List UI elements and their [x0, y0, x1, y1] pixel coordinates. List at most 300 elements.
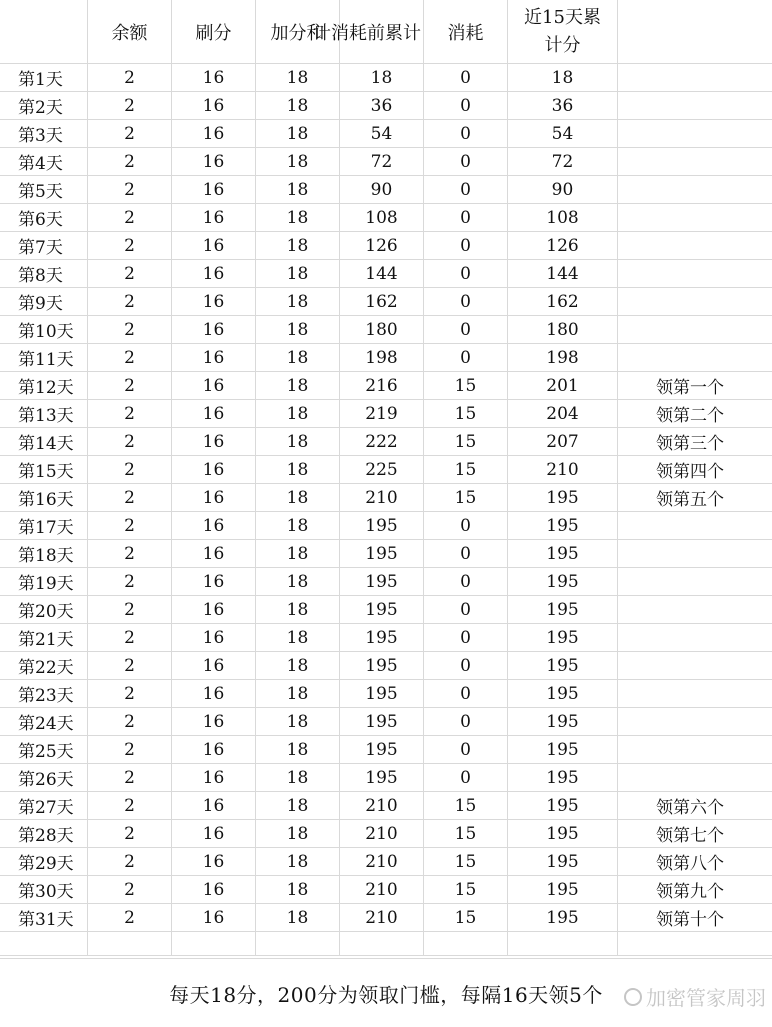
- table-cell-note[interactable]: [618, 64, 772, 92]
- table-cell-15day-total[interactable]: 18: [508, 64, 618, 92]
- table-cell-sum[interactable]: 18: [256, 820, 340, 848]
- table-cell-15day-total[interactable]: 195: [508, 568, 618, 596]
- table-body: [0, 64, 772, 932]
- table-cell[interactable]: [618, 932, 772, 956]
- table-cell-sum[interactable]: 18: [256, 400, 340, 428]
- header-cell-balance[interactable]: 余额: [88, 0, 172, 64]
- header-cell-pre-consume-text: 计消耗前累计: [313, 22, 421, 44]
- table-cell-balance[interactable]: 2: [88, 624, 172, 652]
- table-cell-note[interactable]: [618, 120, 772, 148]
- table-cell-consume[interactable]: 0: [424, 288, 508, 316]
- table-cell-note[interactable]: [618, 652, 772, 680]
- table-cell-15day-total[interactable]: 195: [508, 876, 618, 904]
- table-cell-brush[interactable]: 16: [172, 344, 256, 372]
- table-row: [0, 428, 772, 456]
- table-cell-brush[interactable]: 16: [172, 428, 256, 456]
- table-cell-day[interactable]: 第23天: [0, 680, 88, 708]
- table-cell-day[interactable]: 第27天: [0, 792, 88, 820]
- table-cell-note[interactable]: [618, 736, 772, 764]
- table-cell-note[interactable]: 领第八个: [618, 848, 772, 876]
- table-cell-consume[interactable]: 0: [424, 764, 508, 792]
- table-row: [0, 120, 772, 148]
- table-row: [0, 708, 772, 736]
- table-row: [0, 820, 772, 848]
- table-cell-pre-consume-total[interactable]: 222: [340, 428, 424, 456]
- table-cell-pre-consume-total[interactable]: 195: [340, 540, 424, 568]
- table-cell-brush[interactable]: 16: [172, 372, 256, 400]
- table-cell-consume[interactable]: 0: [424, 512, 508, 540]
- table-cell-day[interactable]: 第19天: [0, 568, 88, 596]
- table-cell-balance[interactable]: 2: [88, 736, 172, 764]
- table-cell-sum[interactable]: 18: [256, 64, 340, 92]
- table-cell-pre-consume-total[interactable]: 18: [340, 64, 424, 92]
- table-cell-consume[interactable]: 0: [424, 652, 508, 680]
- header-cell-day[interactable]: [0, 0, 88, 64]
- table-cell-balance[interactable]: 2: [88, 344, 172, 372]
- table-cell-sum[interactable]: 18: [256, 316, 340, 344]
- table-cell-sum[interactable]: 18: [256, 764, 340, 792]
- table-cell-brush[interactable]: 16: [172, 708, 256, 736]
- table-row: [0, 624, 772, 652]
- table-cell-brush[interactable]: 16: [172, 288, 256, 316]
- table-cell-pre-consume-total[interactable]: 195: [340, 680, 424, 708]
- table-row: [0, 512, 772, 540]
- table-cell-balance[interactable]: 2: [88, 428, 172, 456]
- table-cell-consume[interactable]: 15: [424, 904, 508, 932]
- table-cell-note[interactable]: 领第三个: [618, 428, 772, 456]
- table-cell-sum[interactable]: 18: [256, 876, 340, 904]
- table-cell-balance[interactable]: 2: [88, 372, 172, 400]
- table-cell-sum[interactable]: 18: [256, 680, 340, 708]
- table-cell-balance[interactable]: 2: [88, 512, 172, 540]
- table-cell-sum[interactable]: 18: [256, 568, 340, 596]
- table-cell-sum[interactable]: 18: [256, 260, 340, 288]
- table-cell-pre-consume-total[interactable]: 195: [340, 736, 424, 764]
- table-cell-pre-consume-total[interactable]: 162: [340, 288, 424, 316]
- table-cell-pre-consume-total[interactable]: 195: [340, 568, 424, 596]
- table-cell-pre-consume-total[interactable]: 195: [340, 512, 424, 540]
- table-cell-sum[interactable]: 18: [256, 176, 340, 204]
- table-cell-sum[interactable]: 18: [256, 736, 340, 764]
- table-cell-consume[interactable]: 15: [424, 876, 508, 904]
- table-cell-balance[interactable]: 2: [88, 176, 172, 204]
- table-cell-pre-consume-total[interactable]: 72: [340, 148, 424, 176]
- table-cell-15day-total[interactable]: 195: [508, 848, 618, 876]
- table-cell-15day-total[interactable]: 195: [508, 540, 618, 568]
- table-row: [0, 736, 772, 764]
- table-cell-balance[interactable]: 2: [88, 680, 172, 708]
- table-cell-note[interactable]: [618, 260, 772, 288]
- table-cell-15day-total[interactable]: 195: [508, 596, 618, 624]
- watermark: [624, 982, 766, 1011]
- table-cell-sum[interactable]: 18: [256, 148, 340, 176]
- table-cell-sum[interactable]: 18: [256, 372, 340, 400]
- table-cell-brush[interactable]: 16: [172, 316, 256, 344]
- table-cell-consume[interactable]: 0: [424, 204, 508, 232]
- table-cell-day[interactable]: 第13天: [0, 400, 88, 428]
- table-cell-brush[interactable]: 16: [172, 736, 256, 764]
- table-cell-note[interactable]: [618, 764, 772, 792]
- table-cell-consume[interactable]: 0: [424, 596, 508, 624]
- table-cell-consume[interactable]: 15: [424, 456, 508, 484]
- table-row: [0, 372, 772, 400]
- table-cell-15day-total[interactable]: 108: [508, 204, 618, 232]
- table-cell-note[interactable]: [618, 176, 772, 204]
- table-cell-15day-total[interactable]: 195: [508, 736, 618, 764]
- table-cell-day[interactable]: 第26天: [0, 764, 88, 792]
- table-cell-15day-total[interactable]: 126: [508, 232, 618, 260]
- table-cell-brush[interactable]: 16: [172, 176, 256, 204]
- table-cell-brush[interactable]: 16: [172, 92, 256, 120]
- table-cell-15day-total[interactable]: 72: [508, 148, 618, 176]
- table-cell-sum[interactable]: 18: [256, 596, 340, 624]
- table-cell-15day-total[interactable]: 195: [508, 652, 618, 680]
- table-cell-consume[interactable]: 0: [424, 624, 508, 652]
- table-cell-pre-consume-total[interactable]: 198: [340, 344, 424, 372]
- table-cell-15day-total[interactable]: 207: [508, 428, 618, 456]
- table-cell-brush[interactable]: 16: [172, 512, 256, 540]
- table-cell-sum[interactable]: 18: [256, 792, 340, 820]
- table-cell-consume[interactable]: 15: [424, 484, 508, 512]
- table-cell-sum[interactable]: 18: [256, 344, 340, 372]
- table-cell-15day-total[interactable]: 204: [508, 400, 618, 428]
- table-cell-consume[interactable]: 0: [424, 736, 508, 764]
- table-cell-day[interactable]: 第21天: [0, 624, 88, 652]
- table-cell-consume[interactable]: 0: [424, 344, 508, 372]
- table-row: [0, 848, 772, 876]
- table-cell-balance[interactable]: 2: [88, 316, 172, 344]
- table-cell-pre-consume-total[interactable]: 195: [340, 596, 424, 624]
- table-cell-brush[interactable]: 16: [172, 232, 256, 260]
- table-cell-sum[interactable]: 18: [256, 540, 340, 568]
- table-cell-15day-total[interactable]: 54: [508, 120, 618, 148]
- table-cell-brush[interactable]: 16: [172, 820, 256, 848]
- table-cell-brush[interactable]: 16: [172, 568, 256, 596]
- table-cell-day[interactable]: 第17天: [0, 512, 88, 540]
- table-cell-sum[interactable]: 18: [256, 428, 340, 456]
- table-cell-consume[interactable]: 15: [424, 792, 508, 820]
- table-cell-note[interactable]: [618, 204, 772, 232]
- table-cell-15day-total[interactable]: 198: [508, 344, 618, 372]
- table-cell-balance[interactable]: 2: [88, 540, 172, 568]
- table-cell-brush[interactable]: 16: [172, 652, 256, 680]
- table-cell-day[interactable]: 第8天: [0, 260, 88, 288]
- table-cell-note[interactable]: [618, 232, 772, 260]
- table-cell-balance[interactable]: 2: [88, 484, 172, 512]
- table-cell-brush[interactable]: 16: [172, 792, 256, 820]
- table-cell-consume[interactable]: 0: [424, 316, 508, 344]
- table-cell-15day-total[interactable]: 36: [508, 92, 618, 120]
- table-cell-15day-total[interactable]: 195: [508, 624, 618, 652]
- table-cell-note[interactable]: 领第九个: [618, 876, 772, 904]
- table-cell-brush[interactable]: 16: [172, 540, 256, 568]
- table-cell-pre-consume-total[interactable]: 180: [340, 316, 424, 344]
- table-cell-brush[interactable]: 16: [172, 876, 256, 904]
- table-cell-note[interactable]: 领第七个: [618, 820, 772, 848]
- table-cell-day[interactable]: 第15天: [0, 456, 88, 484]
- table-cell-pre-consume-total[interactable]: 210: [340, 792, 424, 820]
- table-cell-brush[interactable]: 16: [172, 148, 256, 176]
- table-cell-balance[interactable]: 2: [88, 204, 172, 232]
- table-cell-sum[interactable]: 18: [256, 652, 340, 680]
- table-cell-sum[interactable]: 18: [256, 624, 340, 652]
- table-cell-sum[interactable]: 18: [256, 848, 340, 876]
- blank-row: [0, 932, 772, 956]
- table-cell[interactable]: [256, 932, 340, 956]
- table-cell-day[interactable]: 第1天: [0, 64, 88, 92]
- table-cell-pre-consume-total[interactable]: 126: [340, 232, 424, 260]
- table-cell-day[interactable]: 第4天: [0, 148, 88, 176]
- table-cell-note[interactable]: [618, 568, 772, 596]
- table-cell-balance[interactable]: 2: [88, 260, 172, 288]
- table-cell-15day-total[interactable]: 195: [508, 904, 618, 932]
- table-cell-balance[interactable]: 2: [88, 876, 172, 904]
- table-cell-balance[interactable]: 2: [88, 848, 172, 876]
- table-cell-consume[interactable]: 0: [424, 148, 508, 176]
- table-cell-sum[interactable]: 18: [256, 904, 340, 932]
- header-cell-consume[interactable]: 消耗: [424, 0, 508, 64]
- table-cell-brush[interactable]: 16: [172, 64, 256, 92]
- table-cell-note[interactable]: [618, 344, 772, 372]
- table-row: [0, 680, 772, 708]
- table-cell-balance[interactable]: 2: [88, 288, 172, 316]
- table-cell-brush[interactable]: 16: [172, 680, 256, 708]
- table-cell-consume[interactable]: 0: [424, 680, 508, 708]
- table-row: [0, 596, 772, 624]
- table-cell-day[interactable]: 第28天: [0, 820, 88, 848]
- table-row: [0, 540, 772, 568]
- table-row: [0, 400, 772, 428]
- table-cell-consume[interactable]: 0: [424, 232, 508, 260]
- table-row: [0, 92, 772, 120]
- table-cell-note[interactable]: [618, 148, 772, 176]
- table-cell-sum[interactable]: 18: [256, 288, 340, 316]
- table-cell-pre-consume-total[interactable]: 210: [340, 904, 424, 932]
- table-cell-pre-consume-total[interactable]: 195: [340, 652, 424, 680]
- table-cell[interactable]: [0, 932, 88, 956]
- table-cell-pre-consume-total[interactable]: 195: [340, 708, 424, 736]
- table-cell-note[interactable]: [618, 92, 772, 120]
- table-cell-day[interactable]: 第20天: [0, 596, 88, 624]
- header-cell-pre-consume-total[interactable]: [313, 0, 424, 64]
- table-cell-pre-consume-total[interactable]: 225: [340, 456, 424, 484]
- table-cell-brush[interactable]: 16: [172, 484, 256, 512]
- table-cell-15day-total[interactable]: 195: [508, 708, 618, 736]
- table-cell-brush[interactable]: 16: [172, 764, 256, 792]
- table-cell-consume[interactable]: 15: [424, 400, 508, 428]
- table-cell-day[interactable]: 第25天: [0, 736, 88, 764]
- table-cell-pre-consume-total[interactable]: 90: [340, 176, 424, 204]
- table-cell-15day-total[interactable]: 195: [508, 680, 618, 708]
- table-row: [0, 176, 772, 204]
- table-cell-note[interactable]: 领第四个: [618, 456, 772, 484]
- table-cell-consume[interactable]: 15: [424, 820, 508, 848]
- table-cell-consume[interactable]: 0: [424, 568, 508, 596]
- table-cell-consume[interactable]: 15: [424, 428, 508, 456]
- table-cell-brush[interactable]: 16: [172, 400, 256, 428]
- header-cell-15day-total[interactable]: 近15天累计分: [508, 0, 618, 64]
- table-cell-brush[interactable]: 16: [172, 260, 256, 288]
- table-cell-brush[interactable]: 16: [172, 456, 256, 484]
- table-cell-consume[interactable]: 0: [424, 64, 508, 92]
- table-cell-pre-consume-total[interactable]: 216: [340, 372, 424, 400]
- header-cell-note[interactable]: [618, 0, 772, 64]
- table-cell-15day-total[interactable]: 210: [508, 456, 618, 484]
- table-cell-day[interactable]: 第3天: [0, 120, 88, 148]
- table-row: [0, 792, 772, 820]
- table-cell-note[interactable]: 领第二个: [618, 400, 772, 428]
- table-row: [0, 148, 772, 176]
- table-cell-sum[interactable]: 18: [256, 92, 340, 120]
- table-cell-day[interactable]: 第14天: [0, 428, 88, 456]
- table-cell-note[interactable]: [618, 316, 772, 344]
- table-cell-brush[interactable]: 16: [172, 120, 256, 148]
- table-cell-balance[interactable]: 2: [88, 596, 172, 624]
- table-cell-balance[interactable]: 2: [88, 92, 172, 120]
- table-cell[interactable]: [340, 932, 424, 956]
- table-cell-balance[interactable]: 2: [88, 820, 172, 848]
- table-cell-consume[interactable]: 15: [424, 372, 508, 400]
- table-cell-brush[interactable]: 16: [172, 596, 256, 624]
- table-row: [0, 260, 772, 288]
- table-cell-balance[interactable]: 2: [88, 456, 172, 484]
- table-cell-balance[interactable]: 2: [88, 148, 172, 176]
- table-cell-balance[interactable]: 2: [88, 568, 172, 596]
- table-cell-consume[interactable]: 0: [424, 92, 508, 120]
- table-cell-balance[interactable]: 2: [88, 652, 172, 680]
- table-cell-balance[interactable]: 2: [88, 64, 172, 92]
- table-cell-brush[interactable]: 16: [172, 904, 256, 932]
- table-cell-day[interactable]: 第6天: [0, 204, 88, 232]
- table-cell-sum[interactable]: 18: [256, 232, 340, 260]
- table-cell-note[interactable]: 领第五个: [618, 484, 772, 512]
- table-cell-note[interactable]: 领第一个: [618, 372, 772, 400]
- table-row: [0, 876, 772, 904]
- table-cell[interactable]: [172, 932, 256, 956]
- table-cell-consume[interactable]: 0: [424, 176, 508, 204]
- table-cell-consume[interactable]: 0: [424, 540, 508, 568]
- table-row: [0, 204, 772, 232]
- table-cell-15day-total[interactable]: 144: [508, 260, 618, 288]
- table-cell-day[interactable]: 第2天: [0, 92, 88, 120]
- table-cell-balance[interactable]: 2: [88, 120, 172, 148]
- table-cell-pre-consume-total[interactable]: 36: [340, 92, 424, 120]
- table-row: [0, 456, 772, 484]
- table-cell-note[interactable]: [618, 288, 772, 316]
- table-cell-pre-consume-total[interactable]: 144: [340, 260, 424, 288]
- table-row: [0, 64, 772, 92]
- table-cell-sum[interactable]: 18: [256, 708, 340, 736]
- table-cell-day[interactable]: 第22天: [0, 652, 88, 680]
- table-cell-balance[interactable]: 2: [88, 400, 172, 428]
- table-cell-brush[interactable]: 16: [172, 848, 256, 876]
- table-cell-day[interactable]: 第18天: [0, 540, 88, 568]
- table-cell-15day-total[interactable]: 180: [508, 316, 618, 344]
- table-cell[interactable]: [88, 932, 172, 956]
- table-cell-consume[interactable]: 0: [424, 708, 508, 736]
- table-cell-15day-total[interactable]: 195: [508, 820, 618, 848]
- header-row: [0, 0, 772, 64]
- table-cell-15day-total[interactable]: 195: [508, 764, 618, 792]
- table-cell[interactable]: [508, 932, 618, 956]
- table-cell-sum[interactable]: 18: [256, 204, 340, 232]
- table-row: [0, 316, 772, 344]
- table-cell-day[interactable]: 第30天: [0, 876, 88, 904]
- table-cell-15day-total[interactable]: 195: [508, 484, 618, 512]
- table-cell-day[interactable]: 第10天: [0, 316, 88, 344]
- table-row: [0, 904, 772, 932]
- table-cell-pre-consume-total[interactable]: 210: [340, 848, 424, 876]
- table-cell-note[interactable]: [618, 540, 772, 568]
- table-cell-day[interactable]: 第11天: [0, 344, 88, 372]
- table-cell-note[interactable]: 领第六个: [618, 792, 772, 820]
- table-cell-pre-consume-total[interactable]: 210: [340, 876, 424, 904]
- footer-note[interactable]: 每天18分，200分为领取门槛，每隔16天领5个: [0, 958, 772, 1027]
- table-cell-note[interactable]: [618, 512, 772, 540]
- table-cell-brush[interactable]: 16: [172, 204, 256, 232]
- table-row: [0, 764, 772, 792]
- watermark-text: 加密管家周羽: [646, 986, 766, 1010]
- table-cell-consume[interactable]: 0: [424, 260, 508, 288]
- table-cell-pre-consume-total[interactable]: 195: [340, 624, 424, 652]
- table-cell-consume[interactable]: 0: [424, 120, 508, 148]
- table-row: [0, 484, 772, 512]
- table-cell-pre-consume-total[interactable]: 210: [340, 820, 424, 848]
- table-cell-15day-total[interactable]: 201: [508, 372, 618, 400]
- table-cell-pre-consume-total[interactable]: 108: [340, 204, 424, 232]
- table-cell-day[interactable]: 第9天: [0, 288, 88, 316]
- table-cell-balance[interactable]: 2: [88, 904, 172, 932]
- table-cell-sum[interactable]: 18: [256, 484, 340, 512]
- table-row: [0, 652, 772, 680]
- header-cell-sum[interactable]: 加分和: [256, 0, 340, 64]
- table-cell-day[interactable]: 第31天: [0, 904, 88, 932]
- table-cell-note[interactable]: [618, 680, 772, 708]
- table-cell-15day-total[interactable]: 162: [508, 288, 618, 316]
- table-row: [0, 288, 772, 316]
- table-cell-15day-total[interactable]: 195: [508, 792, 618, 820]
- table-cell-day[interactable]: 第24天: [0, 708, 88, 736]
- table-cell-sum[interactable]: 18: [256, 120, 340, 148]
- table-cell[interactable]: [424, 932, 508, 956]
- table-cell-day[interactable]: 第29天: [0, 848, 88, 876]
- table-cell-15day-total[interactable]: 90: [508, 176, 618, 204]
- table-cell-balance[interactable]: 2: [88, 232, 172, 260]
- table-cell-brush[interactable]: 16: [172, 624, 256, 652]
- table-cell-day[interactable]: 第16天: [0, 484, 88, 512]
- table-cell-day[interactable]: 第12天: [0, 372, 88, 400]
- table-cell-pre-consume-total[interactable]: 54: [340, 120, 424, 148]
- table-cell-note[interactable]: [618, 624, 772, 652]
- table-cell-pre-consume-total[interactable]: 210: [340, 484, 424, 512]
- table-cell-balance[interactable]: 2: [88, 792, 172, 820]
- table-cell-15day-total[interactable]: 195: [508, 512, 618, 540]
- table-cell-balance[interactable]: 2: [88, 708, 172, 736]
- table-cell-sum[interactable]: 18: [256, 512, 340, 540]
- table-cell-pre-consume-total[interactable]: 219: [340, 400, 424, 428]
- table-cell-balance[interactable]: 2: [88, 764, 172, 792]
- table-cell-pre-consume-total[interactable]: 195: [340, 764, 424, 792]
- header-cell-brush[interactable]: 刷分: [172, 0, 256, 64]
- table-row: [0, 232, 772, 260]
- table-cell-day[interactable]: 第7天: [0, 232, 88, 260]
- table-cell-consume[interactable]: 15: [424, 848, 508, 876]
- table-cell-note[interactable]: 领第十个: [618, 904, 772, 932]
- table-cell-day[interactable]: 第5天: [0, 176, 88, 204]
- table-cell-note[interactable]: [618, 596, 772, 624]
- table-cell-note[interactable]: [618, 708, 772, 736]
- table-cell-sum[interactable]: 18: [256, 456, 340, 484]
